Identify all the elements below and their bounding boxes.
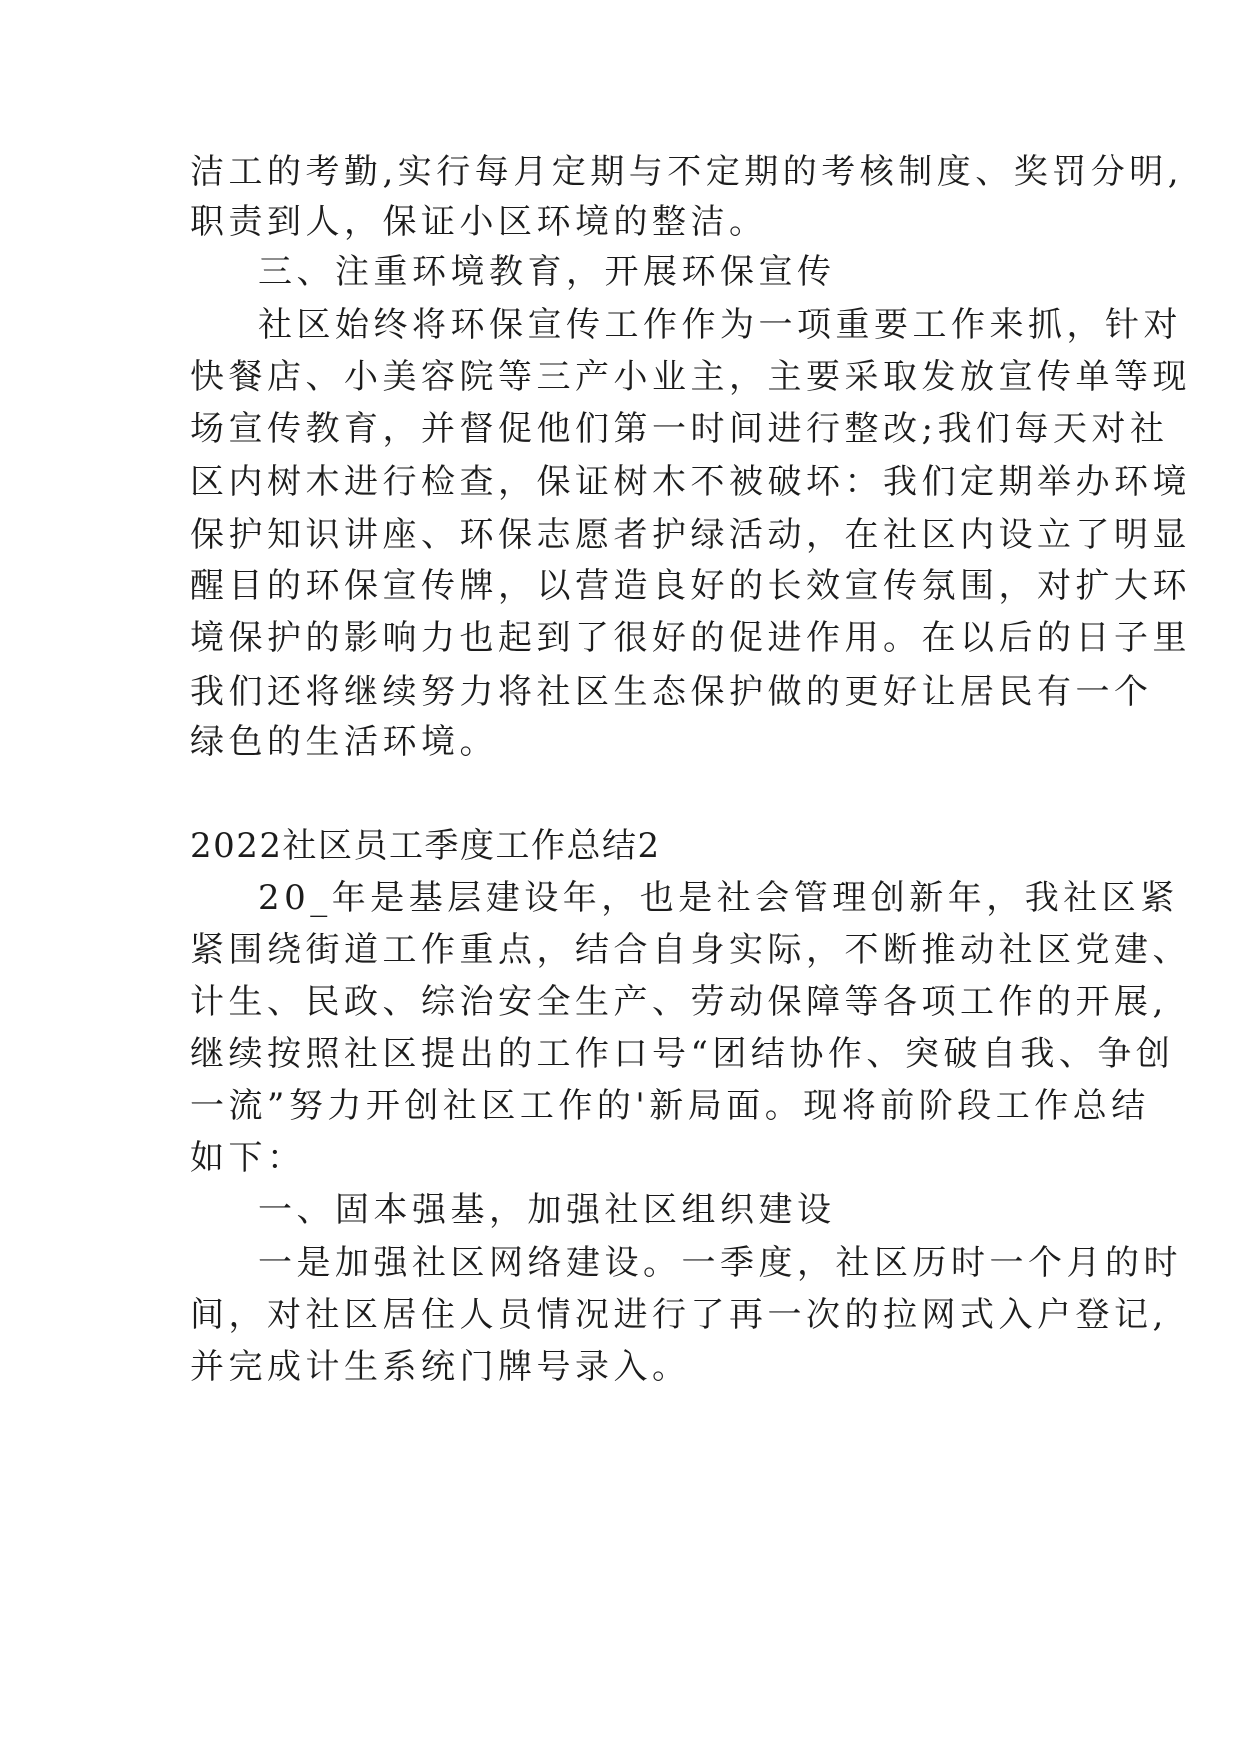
body-text-line: 如下： [190, 1138, 306, 1178]
body-text-line: 职责到人，保证小区环境的整洁。 [190, 202, 768, 242]
body-text-line: 境保护的影响力也起到了很好的促进作用。在以后的日子里 [190, 618, 1191, 658]
section-heading: 一、固本强基，加强社区组织建设 [258, 1190, 836, 1230]
body-text-line: 快餐店、小美容院等三产小业主，主要采取发放宣传单等现 [190, 357, 1191, 397]
body-text-line: 20_年是基层建设年，也是社会管理创新年，我社区紧 [258, 878, 1179, 918]
body-text-line: 保护知识讲座、环保志愿者护绿活动，在社区内设立了明显 [190, 515, 1191, 555]
body-text-line: 场宣传教育，并督促他们第一时间进行整改;我们每天对社 [190, 409, 1169, 449]
body-text-line: 社区始终将环保宣传工作作为一项重要工作来抓，针对 [258, 305, 1182, 345]
body-text-line: 紧围绕街道工作重点，结合自身实际，不断推动社区党建、 [190, 930, 1191, 970]
body-text-line: 一是加强社区网络建设。一季度，社区历时一个月的时 [258, 1243, 1182, 1283]
body-text-line: 我们还将继续努力将社区生态保护做的更好让居民有一个 [190, 672, 1153, 712]
body-text-line: 计生、民政、综治安全生产、劳动保障等各项工作的开展, [190, 982, 1168, 1022]
section-heading: 三、注重环境教育，开展环保宣传 [258, 252, 836, 292]
body-text-line: 绿色的生活环境。 [190, 722, 498, 762]
body-text-line: 间，对社区居住人员情况进行了再一次的拉网式入户登记, [190, 1295, 1168, 1335]
body-text-line: 继续按照社区提出的工作口号“团结协作、突破自我、争创 [190, 1034, 1175, 1074]
body-text-line: 区内树木进行检查，保证树木不被破坏：我们定期举办环境 [190, 462, 1191, 502]
body-text-line: 一流”努力开创社区工作的'新局面。现将前阶段工作总结 [190, 1086, 1150, 1126]
document-title: 2022社区员工季度工作总结2 [190, 826, 661, 866]
body-text-line: 洁工的考勤,实行每月定期与不定期的考核制度、奖罚分明, [190, 152, 1184, 192]
body-text-line: 醒目的环保宣传牌，以营造良好的长效宣传氛围，对扩大环 [190, 566, 1191, 606]
body-text-line: 并完成计生系统门牌号录入。 [190, 1347, 691, 1387]
